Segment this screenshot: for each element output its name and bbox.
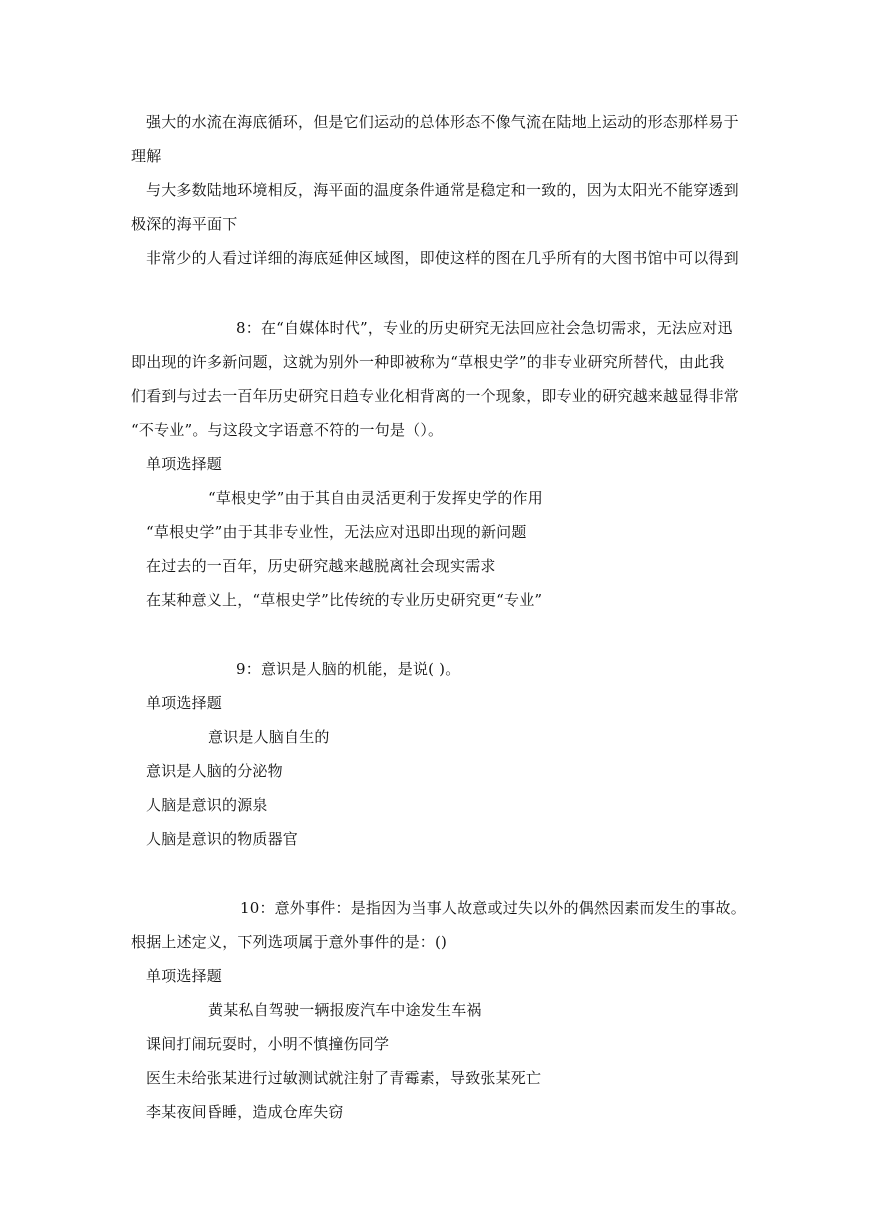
- question-10-option-c: 医生未给张某进行过敏测试就注射了青霉素，导致张某死亡: [146, 1069, 542, 1087]
- question-8-stem: 即出现的许多新问题，这就为别外一种即被称为“草根史学”的非专业研究所替代，由此我: [131, 353, 725, 371]
- question-10-option-b: 课间打闹玩耍时，小明不慎撞伤同学: [146, 1035, 390, 1053]
- question-10-option-d: 李某夜间昏睡，造成仓库失窃: [146, 1103, 344, 1121]
- question-10-option-a: 黄某私自驾驶一辆报废汽车中途发生车祸: [208, 1001, 482, 1019]
- prev-option-line: 强大的水流在海底循环，但是它们运动的总体形态不像气流在陆地上运动的形态那样易于: [146, 113, 739, 131]
- question-9-option-a: 意识是人脑自生的: [208, 728, 330, 746]
- question-9-option-c: 人脑是意识的源泉: [146, 796, 268, 814]
- question-10-type: 单项选择题: [146, 967, 223, 985]
- question-8-option-c: 在过去的一百年，历史研究越来越脱离社会现实需求: [146, 557, 496, 575]
- question-8-type: 单项选择题: [146, 455, 223, 473]
- prev-option-line: 极深的海平面下: [131, 215, 238, 233]
- question-8-stem: 8：在“自媒体时代”，专业的历史研究无法回应社会急切需求，无法应对迅: [236, 319, 733, 337]
- prev-option-line: 非常少的人看过详细的海底延伸区域图，即使这样的图在几乎所有的大图书馆中可以得到: [146, 249, 739, 267]
- question-9-stem: 9：意识是人脑的机能，是说( )。: [236, 660, 461, 678]
- question-9-type: 单项选择题: [146, 694, 223, 712]
- question-8-stem: “不专业”。与这段文字语意不符的一句是（）。: [131, 421, 444, 439]
- question-9-option-d: 人脑是意识的物质器官: [146, 830, 299, 848]
- question-10-stem: 10：意外事件：是指因为当事人故意或过失以外的偶然因素而发生的事故。: [240, 899, 746, 917]
- prev-option-line: 理解: [131, 147, 162, 165]
- question-9-option-b: 意识是人脑的分泌物: [146, 762, 283, 780]
- question-10-stem: 根据上述定义，下列选项属于意外事件的是：(): [131, 933, 448, 951]
- question-8-stem: 们看到与过去一百年历史研究日趋专业化相背离的一个现象，即专业的研究越来越显得非常: [131, 387, 740, 405]
- prev-option-line: 与大多数陆地环境相反，海平面的温度条件通常是稳定和一致的，因为太阳光不能穿透到: [146, 181, 739, 199]
- question-8-option-a: “草根史学”由于其自由灵活更利于发挥史学的作用: [208, 489, 543, 507]
- question-8-option-b: “草根史学”由于其非专业性，无法应对迅即出现的新问题: [146, 523, 527, 541]
- question-8-option-d: 在某种意义上，“草根史学”比传统的专业历史研究更“专业”: [146, 591, 543, 609]
